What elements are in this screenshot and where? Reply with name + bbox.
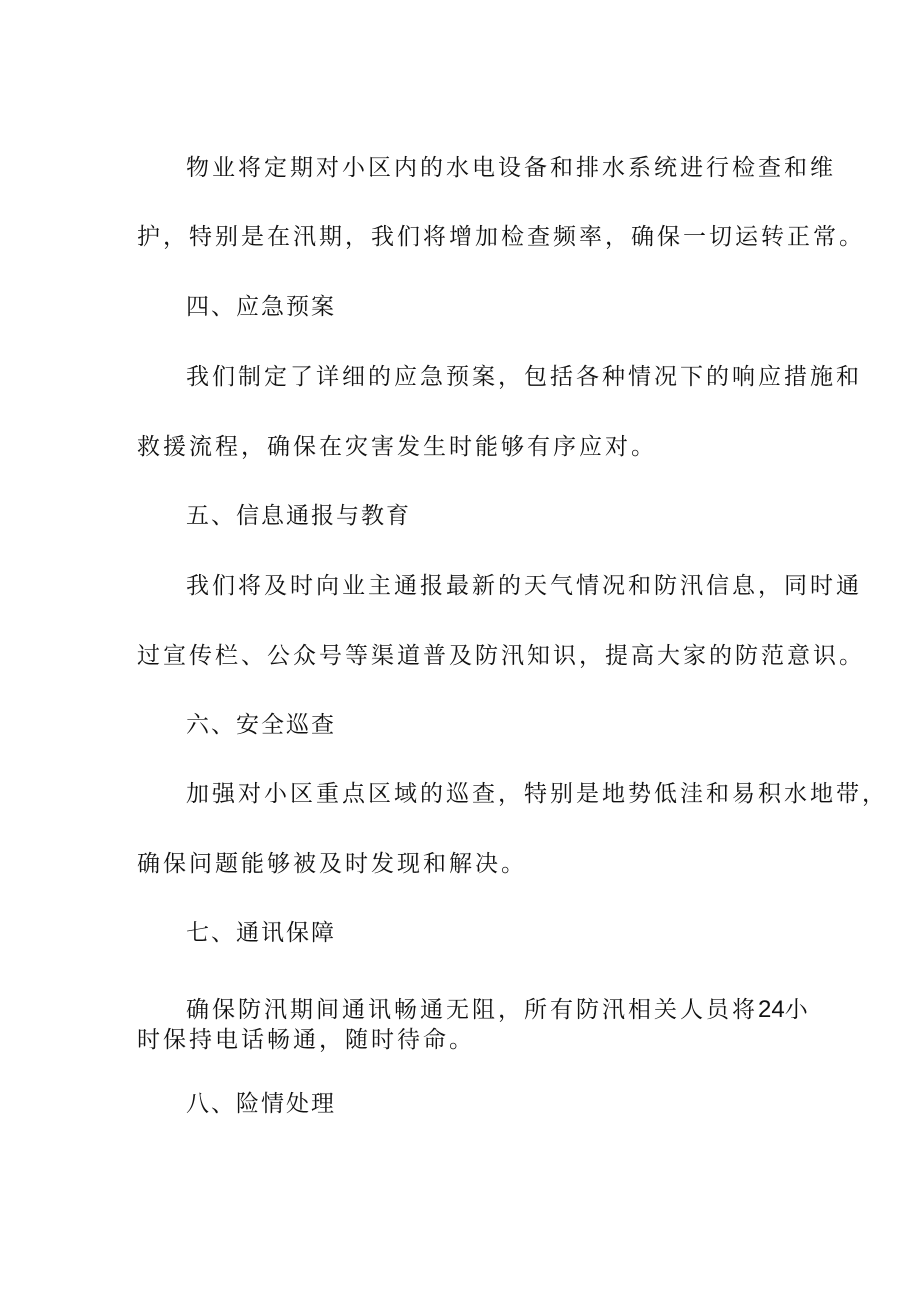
maintenance-paragraph-line-2: 护，特别是在汛期，我们将增加检查频率，确保一切运转正常。 [137, 224, 865, 250]
emergency-plan-paragraph-line-2: 救援流程，确保在灾害发生时能够有序应对。 [137, 434, 657, 460]
section-heading-communication: 七、通讯保障 [186, 920, 336, 946]
safety-patrol-paragraph-line-2: 确保问题能够被及时发现和解决。 [137, 851, 527, 877]
emergency-plan-paragraph-line-1: 我们制定了详细的应急预案，包括各种情况下的响应措施和 [186, 364, 862, 390]
safety-patrol-paragraph-line-1: 加强对小区重点区域的巡查，特别是地势低洼和易积水地带， [186, 781, 888, 807]
hours-number: 24 [758, 996, 785, 1023]
communication-paragraph-line-1 [186, 995, 811, 1025]
communication-text-part-1: 确保防汛期间通讯畅通无阻，所有防汛相关人员将 [186, 997, 758, 1023]
section-heading-information-education: 五、信息通报与教育 [186, 503, 411, 529]
communication-text-part-2: 小 [784, 997, 811, 1023]
information-paragraph-line-1: 我们将及时向业主通报最新的天气情况和防汛信息，同时通 [186, 573, 862, 599]
communication-paragraph-line-2: 时保持电话畅通，随时待命。 [137, 1027, 475, 1053]
section-heading-emergency-plan: 四、应急预案 [186, 294, 336, 320]
maintenance-paragraph-line-1: 物业将定期对小区内的水电设备和排水系统进行检查和维 [186, 155, 836, 181]
section-heading-safety-patrol: 六、安全巡查 [186, 712, 336, 738]
section-heading-emergency-handling: 八、险情处理 [186, 1091, 336, 1117]
information-paragraph-line-2: 过宣传栏、公众号等渠道普及防汛知识，提高大家的防范意识。 [137, 643, 865, 669]
